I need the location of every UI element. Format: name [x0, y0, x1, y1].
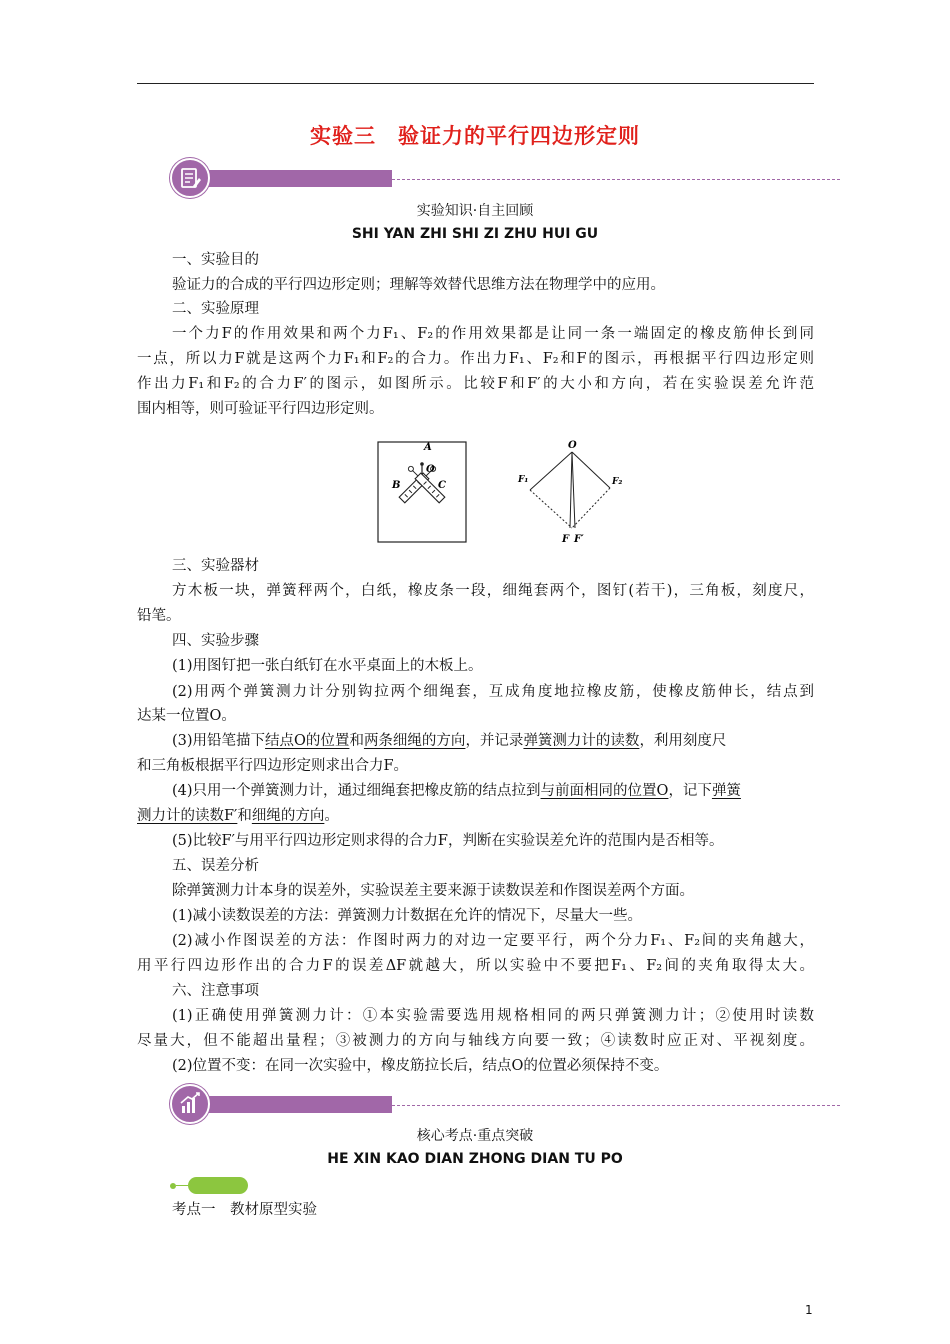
- step-4-underline-1: 与前面相同的位置O: [540, 783, 669, 799]
- pill-connector: [176, 1185, 188, 1186]
- step-4-line-2: [137, 806, 814, 826]
- step-4-underline-2: 弹簧: [711, 783, 741, 799]
- step-4-text-c: 和: [237, 808, 252, 824]
- vector-f1: [530, 452, 572, 490]
- heading-purpose: 一、实验目的: [172, 252, 259, 268]
- banner-dashed-line: [392, 1105, 840, 1106]
- experiment-figure: [350, 440, 640, 550]
- step-4-text-d: 。: [324, 808, 339, 824]
- note-2: (2)位置不变：在同一次实验中，橡皮筋拉长后，结点O的位置必须保持不变。: [172, 1058, 669, 1074]
- section-pinyin-core: HE XIN KAO DIAN ZHONG DIAN TU PO: [327, 1151, 623, 1167]
- label-c: C: [438, 480, 446, 491]
- banner-bar: [184, 170, 392, 187]
- label-f: F: [562, 534, 570, 545]
- chart-icon: [170, 1084, 210, 1124]
- page-number: 1: [805, 1303, 813, 1317]
- equipment-line-2: 铅笔。: [137, 608, 181, 624]
- principle-line-3: 作出力F₁和F₂的合力F′的图示，如图所示。比较F和F′的大小和方向，若在实验误差允许范: [137, 376, 814, 392]
- step-3-underline-3: 弹簧测力计的读数: [523, 733, 640, 749]
- purpose-text: 验证力的合成的平行四边形定则；理解等效替代思维方法在物理学中的应用。: [172, 277, 665, 293]
- equipment-line-1: 方木板一块，弹簧秤两个，白纸，橡皮条一段，细绳套两个，图钉(若干)，三角板，刻度尺，: [172, 583, 814, 599]
- note-1-line-2: 尽量大，但不能超出量程；③被测力的方向与轴线方向要一致；④读数时应正对、平视刻度。: [137, 1033, 814, 1049]
- heading-notes: 六、注意事项: [172, 983, 259, 999]
- notebook-icon: [170, 158, 210, 198]
- section-heading-knowledge: 实验知识·自主回顾: [416, 203, 534, 219]
- step-3-text-b: 和: [349, 733, 364, 749]
- step-3-line-2: 和三角板根据平行四边形定则求出合力F。: [137, 758, 409, 774]
- step-3-text-d: ，利用刻度尺: [639, 733, 727, 749]
- heading-error: 五、误差分析: [172, 858, 259, 874]
- label-f2: F₂: [612, 477, 623, 487]
- label-f1: F₁: [518, 475, 529, 485]
- pill-dot: [170, 1183, 176, 1189]
- dashed-side-1: [530, 490, 572, 528]
- step-4-underline-4: 细绳的方向: [251, 808, 325, 824]
- step-4-line-1: [172, 781, 814, 801]
- banner-dashed-line: [392, 179, 840, 180]
- vector-f-prime: [572, 452, 575, 528]
- label-f-prime: F′: [574, 534, 584, 545]
- top-rule: [137, 83, 814, 84]
- step-3-text-c: ，并记录: [465, 733, 524, 749]
- figure-svg: [350, 440, 640, 550]
- label-o: O: [426, 464, 435, 475]
- step-1: (1)用图钉把一张白纸钉在水平桌面上的木板上。: [172, 658, 483, 674]
- error-intro: 除弹簧测力计本身的误差外，实验误差主要来源于读数误差和作图误差两个方面。: [172, 883, 694, 899]
- vector-f2: [572, 452, 610, 488]
- heading-steps: 四、实验步骤: [172, 633, 259, 649]
- pin-a: [420, 462, 424, 466]
- step-4-text-b: ，记下: [668, 783, 712, 799]
- label-b: B: [392, 480, 401, 491]
- heading-principle: 二、实验原理: [172, 301, 259, 317]
- principle-line-1: 一个力F的作用效果和两个力F₁、F₂的作用效果都是让同一条一端固定的橡皮筋伸长到同: [172, 326, 814, 342]
- note-1-line-1: (1)正确使用弹簧测力计：①本实验需要选用规格相同的两只弹簧测力计；②使用时读数: [172, 1008, 814, 1024]
- section-banner-knowledge: [170, 158, 840, 198]
- section-pinyin-knowledge: SHI YAN ZHI SHI ZI ZHU HUI GU: [351, 226, 599, 242]
- dashed-side-2: [572, 488, 610, 528]
- heading-equipment: 三、实验器材: [172, 558, 259, 574]
- error-2-line-1: (2)减小作图误差的方法：作图时两力的对边一定要平行，两个分力F₁、F₂间的夹角越大，: [172, 933, 814, 949]
- principle-line-2: 一点，所以力F就是这两个力F₁和F₂的合力。作出力F₁、F₂和F的图示，再根据平行四边形定则: [137, 351, 814, 367]
- step-2-line-2: 达某一位置O。: [137, 708, 236, 724]
- step-5: (5)比较F′与用平行四边形定则求得的合力F，判断在实验误差允许的范围内是否相等。: [172, 833, 724, 849]
- vector-f: [570, 452, 572, 528]
- step-3-line-1: [172, 731, 814, 751]
- error-2-line-2: 用平行四边形作出的合力F的误差ΔF就越大，所以实验中不要把F₁、F₂间的夹角取得太大。: [137, 958, 814, 974]
- error-1: (1)减小读数误差的方法：弹簧测力计数据在允许的情况下，尽量大一些。: [172, 908, 643, 924]
- section-banner-core: [170, 1084, 840, 1124]
- page-title: 实验三 验证力的平行四边形定则: [310, 124, 640, 148]
- step-2-line-1: (2)用两个弹簧测力计分别钩拉两个细绳套，互成角度地拉橡皮筋，使橡皮筋伸长，结点到: [172, 684, 814, 700]
- green-pill-marker: [188, 1177, 248, 1194]
- step-3-underline-2: 两条细绳的方向: [363, 733, 466, 749]
- label-a: A: [424, 442, 432, 453]
- board-rect: [378, 442, 466, 542]
- label-o2: O: [568, 440, 577, 451]
- section-heading-core: 核心考点·重点突破: [416, 1128, 534, 1144]
- kaodian-1-heading: 考点一 教材原型实验: [172, 1202, 317, 1218]
- step-4-underline-3: 测力计的读数F′: [137, 808, 238, 824]
- step-3-text-a: (3)用铅笔描下: [172, 733, 266, 749]
- step-3-underline-1: 结点O的位置: [265, 733, 350, 749]
- banner-bar: [184, 1096, 392, 1113]
- principle-line-4: 围内相等，则可验证平行四边形定则。: [137, 401, 384, 417]
- step-4-text-a: (4)只用一个弹簧测力计，通过细绳套把橡皮筋的结点拉到: [172, 783, 541, 799]
